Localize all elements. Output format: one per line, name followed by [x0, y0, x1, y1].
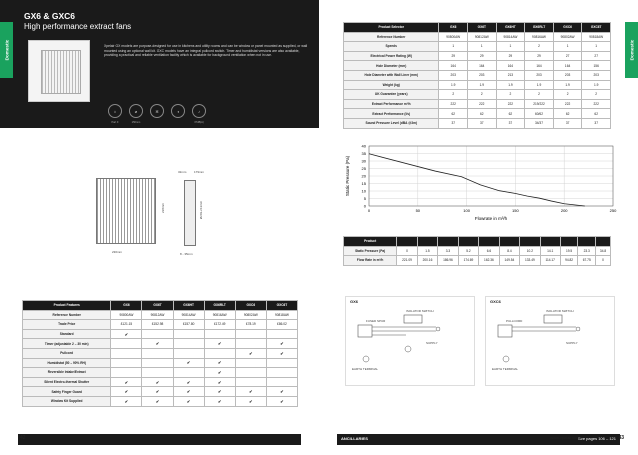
row-label: Hole Diameter (mm) [344, 61, 439, 71]
table-header: Product Selector [344, 23, 439, 33]
table-cell: 2 [468, 90, 497, 100]
wiring-label: FUSED SPUR [366, 319, 386, 323]
table-row [23, 329, 298, 339]
table-cell: 219/222 [525, 99, 554, 109]
row-label: Speeds [344, 42, 439, 52]
table-row [344, 109, 611, 119]
table-cell: 1.9 [468, 80, 497, 90]
table-cell: 29 [468, 51, 497, 61]
table-cell: 164 [553, 61, 582, 71]
table-header [596, 237, 611, 247]
ducting-icon: ◑ [171, 104, 185, 118]
table-cell: ✔ [235, 387, 266, 397]
row-label: Safety Finger Guard [23, 387, 111, 397]
table-cell [142, 358, 173, 368]
table-cell [111, 339, 142, 349]
table-row [344, 256, 611, 266]
features-table [22, 300, 298, 407]
table-cell: 1 [582, 42, 611, 52]
table-cell: 164 [525, 61, 554, 71]
table-cell: 222 [582, 99, 611, 109]
table-header: GX6RLT [204, 301, 235, 311]
table-cell: ✔ [173, 387, 204, 397]
table-cell: 1.9 [496, 80, 525, 90]
feature-icons [108, 104, 206, 124]
table-row [344, 246, 611, 256]
table-cell: ✔ [266, 339, 297, 349]
row-label: Flow Rate in m³/h [344, 256, 397, 266]
row-label: Weight (kg) [344, 80, 439, 90]
page-number-right: 43 [618, 435, 624, 441]
table-cell: ✔ [142, 387, 173, 397]
table-cell [142, 329, 173, 339]
table-row [23, 396, 298, 406]
wiring-diagram-gx6 [345, 296, 475, 386]
table-header [578, 237, 596, 247]
table-cell [266, 358, 297, 368]
right-page [319, 0, 638, 453]
table-cell: ✔ [266, 387, 297, 397]
table-header [397, 237, 417, 247]
table-cell: 1.9 [439, 80, 468, 90]
icon-label: 150mm [131, 121, 141, 124]
table-cell: ✔ [266, 348, 297, 358]
table-cell: 62 [582, 109, 611, 119]
table-cell: £78.19 [235, 320, 266, 330]
tab-label: Domestic [4, 39, 9, 61]
row-label: Sound Pressure Level (dBA @3m) [344, 118, 439, 128]
table-cell: 203 [468, 70, 497, 80]
table-cell: 1.5 [417, 246, 437, 256]
row-label: Standard [23, 329, 111, 339]
domestic-tab-right [625, 22, 638, 78]
table-cell: ✔ [111, 377, 142, 387]
row-label: Extract Performance m³/h [344, 99, 439, 109]
x-tick-label: 200 [560, 208, 568, 213]
table-cell: 222 [553, 99, 582, 109]
part-f-icon: ⌂ Part F [108, 104, 122, 118]
table-cell: 90814AW [173, 310, 204, 320]
table-cell: 213 [496, 70, 525, 80]
table-cell: 1.9 [553, 80, 582, 90]
table-cell: ✔ [235, 396, 266, 406]
row-label: Window Kit Supplied [23, 396, 111, 406]
table-cell: 67.75 [578, 256, 596, 266]
table-header: GX6HT [173, 301, 204, 311]
tab-label-right: Domestic [629, 39, 634, 61]
table-cell: 60/62 [525, 109, 554, 119]
x-tick-label: 50 [415, 208, 421, 213]
table-cell [266, 377, 297, 387]
sound-icon: ♪ 37dB(A) [192, 104, 206, 118]
table-row [344, 90, 611, 100]
performance-chart [343, 140, 623, 222]
table-cell: 2 [525, 90, 554, 100]
row-label: Humidistat (50 – 90% RH) [23, 358, 111, 368]
table-cell: 37 [439, 118, 468, 128]
table-cell: 203 [553, 70, 582, 80]
table-cell: 1 [553, 42, 582, 52]
table-cell: ✔ [111, 329, 142, 339]
website[interactable]: www.xpelair.co.uk [550, 435, 582, 440]
table-cell [235, 358, 266, 368]
table-cell: ✔ [173, 377, 204, 387]
table-cell: 90802AW [553, 32, 582, 42]
dim-top2: 179mm [194, 170, 205, 174]
table-cell [111, 358, 142, 368]
table-cell [204, 329, 235, 339]
y-tick-label: 15 [361, 180, 366, 186]
table-cell: 29 [439, 51, 468, 61]
left-page [0, 0, 319, 453]
table-header [438, 237, 458, 247]
table-cell: 6.6 [479, 246, 499, 256]
y-tick-label: 25 [361, 165, 366, 171]
table-cell: 90800AW [111, 310, 142, 320]
table-header [479, 237, 499, 247]
product-description: Xpelair GX models are purpose-designed for use in kitchens and utility rooms and can be window or panel mounted as supplied, or wall mounted using an optional wall kit. GXC models have an integral pullcord switch. Timer and humidistat versions are also available, providing a practical and reliable ventilation facility which is available for background ventilation when not in use. [104, 44, 308, 58]
table-header: GX6HT [496, 23, 525, 33]
table-cell: 19.5 [560, 246, 578, 256]
table-cell: 164 [496, 61, 525, 71]
table-cell: 29 [525, 51, 554, 61]
y-tick-label: 40 [361, 143, 366, 149]
table-cell: 29 [496, 51, 525, 61]
y-tick-label: 30 [361, 158, 366, 164]
table-cell: ✔ [204, 358, 235, 368]
table-cell: 90816AW [525, 32, 554, 42]
table-header: GX6 [439, 23, 468, 33]
table-cell [173, 348, 204, 358]
table-cell: 3.3 [438, 246, 458, 256]
wiring-label: EARTH TERMINAL [352, 367, 379, 371]
wiring-label: EARTH TERMINAL [492, 367, 519, 371]
table-cell [235, 377, 266, 387]
row-label: Reversible Intake/Extract [23, 368, 111, 378]
table-cell: 2 [553, 90, 582, 100]
table-row [344, 61, 611, 71]
table-cell [266, 368, 297, 378]
table-cell: 156 [582, 61, 611, 71]
table-row [344, 118, 611, 128]
table-cell: 221.09 [397, 256, 417, 266]
table-cell: 27 [553, 51, 582, 61]
ancillaries-ref: See pages 106 – 121 [577, 436, 616, 441]
domestic-tab [0, 22, 13, 78]
table-cell: 34.8 [596, 246, 611, 256]
table-cell: ✔ [204, 368, 235, 378]
table-header: GX6RLT [525, 23, 554, 33]
icon-label: 37dB(A) [194, 121, 204, 124]
table-cell: ✔ [235, 348, 266, 358]
table-cell: 1 [496, 42, 525, 52]
table-row [344, 32, 611, 42]
row-label: Extract Performance (l/s) [344, 109, 439, 119]
fan-icon: ✲ [150, 104, 164, 118]
x-axis-label: Flowrate in m³/h [474, 216, 508, 221]
table-cell: 162.36 [479, 256, 499, 266]
dim-width: 230mm [112, 250, 123, 254]
table-cell: 203 [582, 70, 611, 80]
y-tick-label: 5 [363, 195, 366, 201]
table-row [344, 42, 611, 52]
wiring-label: SUPPLY [426, 341, 438, 345]
table-cell: £172.49 [204, 320, 235, 330]
x-tick-label: 250 [609, 208, 617, 213]
diameter-icon: ⌀ 150mm [129, 104, 143, 118]
table-cell: ✔ [204, 339, 235, 349]
table-cell: ✔ [204, 377, 235, 387]
product-title: GX6 & GXC6 [24, 11, 76, 21]
icon-label: Part F [111, 121, 119, 124]
table-cell: 62 [439, 109, 468, 119]
table-row [23, 310, 298, 320]
table-row [23, 368, 298, 378]
table-header: GXC6T [582, 23, 611, 33]
table-cell: 1.9 [525, 80, 554, 90]
table-cell: £152.98 [142, 320, 173, 330]
table-cell: 94.82 [560, 256, 578, 266]
table-header [560, 237, 578, 247]
wiring-label: ISOLATOR SWITCH [546, 309, 574, 313]
table-cell [204, 348, 235, 358]
table-cell: 90812AW [468, 32, 497, 42]
product-photo [28, 40, 90, 102]
table-cell: 222 [468, 99, 497, 109]
table-cell: 222 [439, 99, 468, 109]
table-cell: 0 [397, 246, 417, 256]
table-row [23, 339, 298, 349]
table-cell: 203 [525, 70, 554, 80]
table-cell: 164 [439, 61, 468, 71]
table-cell: 1 [468, 42, 497, 52]
table-cell [111, 368, 142, 378]
table-cell: 133.49 [520, 256, 540, 266]
pressure-flow-table [343, 236, 611, 266]
table-cell: 200.16 [417, 256, 437, 266]
table-header [417, 237, 437, 247]
x-tick-label: 150 [512, 208, 519, 213]
table-cell: 1.9 [582, 80, 611, 90]
row-label: Silent Electro-thermal Shutter [23, 377, 111, 387]
table-cell: 37 [553, 118, 582, 128]
table-cell [111, 348, 142, 358]
wiring-title-gxc6: GXC6 [490, 299, 501, 304]
table-cell: ✔ [142, 339, 173, 349]
table-cell: ✔ [204, 387, 235, 397]
ancillaries-label: ANCILLARIES [341, 436, 368, 441]
table-cell: 164 [468, 61, 497, 71]
table-cell: 34/37 [525, 118, 554, 128]
row-label: Reference Number [344, 32, 439, 42]
table-cell: 90812AW [142, 310, 173, 320]
table-cell [235, 329, 266, 339]
table-cell: ✔ [173, 396, 204, 406]
table-cell: 62 [496, 109, 525, 119]
table-header [520, 237, 540, 247]
table-cell: 1 [439, 42, 468, 52]
table-row [344, 70, 611, 80]
table-cell: 90818AW [582, 32, 611, 42]
table-cell: ✔ [142, 396, 173, 406]
dim-bottom: 8 - 35mm [180, 252, 193, 256]
row-label: Timer (adjustable 2 – 30 min) [23, 339, 111, 349]
page-number-left: 42 [20, 435, 26, 441]
row-label: Hole Diameter with Wall Liner (mm) [344, 70, 439, 80]
table-row [23, 377, 298, 387]
table-cell: ✔ [204, 396, 235, 406]
table-cell [173, 329, 204, 339]
table-cell: £86.02 [266, 320, 297, 330]
table-cell: ✔ [111, 396, 142, 406]
product-subtitle: High performance extract fans [24, 22, 132, 31]
row-label: Electrical Power Rating (W) [344, 51, 439, 61]
table-header [458, 237, 478, 247]
table-header [540, 237, 560, 247]
dim-top1: 32mm [178, 170, 187, 174]
table-cell: 174.69 [458, 256, 478, 266]
table-cell [173, 368, 204, 378]
table-cell: £157.80 [173, 320, 204, 330]
table-header: Product [344, 237, 397, 247]
table-header: GXC6T [266, 301, 297, 311]
table-cell: 2 [439, 90, 468, 100]
table-cell: ✔ [266, 396, 297, 406]
table-cell: 149.54 [499, 256, 519, 266]
table-cell: 90800AW [439, 32, 468, 42]
wiring-label: PULLCORD [506, 319, 523, 323]
front-drawing [96, 178, 156, 244]
table-cell: ✔ [173, 358, 204, 368]
side-drawing [184, 180, 196, 246]
table-cell: ✔ [142, 377, 173, 387]
table-cell: 114.17 [540, 256, 560, 266]
table-cell [142, 348, 173, 358]
table-cell: 8.4 [499, 246, 519, 256]
table-cell [235, 339, 266, 349]
fan-grille [41, 50, 81, 94]
table-cell: £121.15 [111, 320, 142, 330]
table-row [344, 80, 611, 90]
row-label: UK Guarantee (years) [344, 90, 439, 100]
table-row [23, 387, 298, 397]
y-tick-label: 20 [361, 173, 366, 179]
table-row [344, 99, 611, 109]
table-cell: 10.2 [520, 246, 540, 256]
table-cell: 62 [468, 109, 497, 119]
table-row [23, 320, 298, 330]
y-axis-label: Static Pressure (Pa) [345, 155, 350, 197]
dim-height: 238mm [161, 202, 166, 214]
row-label: Pullcord [23, 348, 111, 358]
table-cell: 37 [582, 118, 611, 128]
y-tick-label: 0 [363, 203, 366, 209]
product-selector-table [343, 22, 611, 129]
series-line [369, 154, 585, 206]
table-cell: 37 [468, 118, 497, 128]
table-cell: 0 [596, 256, 611, 266]
wiring-label: ISOLATOR SWITCH [406, 309, 434, 313]
table-header: GX6T [468, 23, 497, 33]
row-label: Static Pressure (Pa) [344, 246, 397, 256]
table-row [344, 51, 611, 61]
table-cell: 5.2 [458, 246, 478, 256]
hero-banner [0, 0, 319, 128]
table-header: GX6 [111, 301, 142, 311]
x-tick-label: 0 [367, 208, 371, 213]
dim-hole: Ø203-213mm [199, 200, 204, 220]
row-label: Trade Price [23, 320, 111, 330]
x-tick-label: 100 [463, 208, 470, 213]
table-cell: 37 [496, 118, 525, 128]
table-cell: 186.96 [438, 256, 458, 266]
table-cell: 222 [496, 99, 525, 109]
table-cell: 90818AW [266, 310, 297, 320]
table-cell: 62 [553, 109, 582, 119]
y-tick-label: 10 [361, 188, 366, 194]
table-cell [142, 368, 173, 378]
row-label: Reference Number [23, 310, 111, 320]
table-cell [266, 329, 297, 339]
table-header: Product Features [23, 301, 111, 311]
table-cell: 2 [582, 90, 611, 100]
table-cell: 14.1 [540, 246, 560, 256]
table-header [499, 237, 519, 247]
wiring-diagram-gxc6 [485, 296, 615, 386]
table-cell: 23.3 [578, 246, 596, 256]
footer-bar-left [18, 434, 301, 445]
table-header: GX6T [142, 301, 173, 311]
table-cell [235, 368, 266, 378]
table-cell: 90802AW [235, 310, 266, 320]
table-cell: 2 [496, 90, 525, 100]
table-cell: 90814AW [496, 32, 525, 42]
table-cell: 2 [525, 42, 554, 52]
wiring-label: SUPPLY [566, 341, 578, 345]
table-cell: ✔ [111, 387, 142, 397]
table-cell: 27 [582, 51, 611, 61]
y-tick-label: 35 [361, 150, 366, 156]
table-row [23, 348, 298, 358]
table-cell [173, 339, 204, 349]
table-cell: 90816AW [204, 310, 235, 320]
wiring-title-gx6: GX6 [350, 299, 359, 304]
table-header: GXC6 [235, 301, 266, 311]
table-cell: 203 [439, 70, 468, 80]
table-row [23, 358, 298, 368]
table-header: GXC6 [553, 23, 582, 33]
